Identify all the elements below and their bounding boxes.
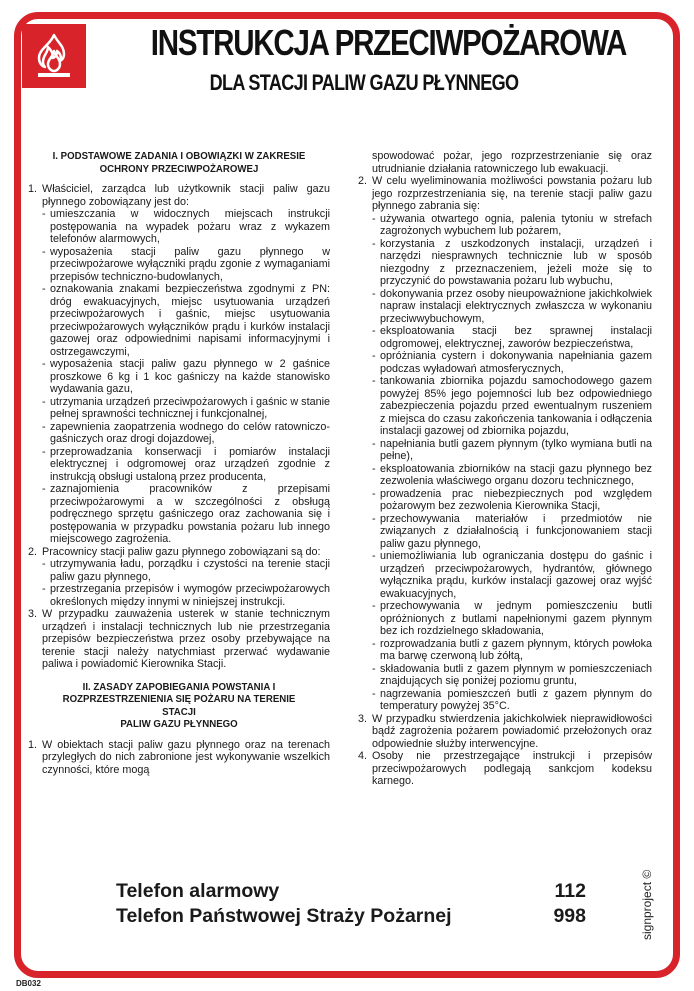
list-item: - eksploatowania zbiorników na stacji gazu płynnego bez zezwolenia właściwego organu dozoru technicznego,	[372, 462, 652, 487]
list-item: - umieszczania w widocznych miejscach instrukcji postępowania na wypadek pożaru wraz z wykazem telefonów alarmowych,	[42, 208, 330, 245]
list-item: - oznakowania znakami bezpieczeństwa zgodnymi z PN: dróg ewakuacyjnych, miejsc usytuowania urządzeń przeciwpożarowych i gaśnic, miejsc usytuowania przeciwpożarowych wyłączników prądu i kurków instalacji gazowej oraz odpowiednimi napisami informacyjnymi i ostrzegawczymi,	[42, 283, 330, 358]
s2-point-1: 1. W obiektach stacji paliw gazu płynnego oraz na terenach przyległych do nich zabronione jest wykonywanie wszelkich czynności, które mogą	[28, 738, 330, 776]
list-item: - przeprowadzania konserwacji i pomiarów instalacji elektrycznej i odgromowej oraz urządzeń zgodnie z instrukcją obsługi ustaloną przez producenta,	[42, 445, 330, 483]
s1-point-3: 3. W przypadku zauważenia usterek w stanie technicznym urządzeń i instalacji technicznych lub nie przestrzegania przepisów bezpieczeństwa przez osoby przebywające na terenie stacji należy natychmiast przerwać wydawanie paliwa i powiadomić Kierownika Stacji.	[28, 608, 330, 670]
list-item: - korzystania z uszkodzonych instalacji, urządzeń i narzędzi niesprawnych technicznie lub w sposób niezgodny z przeznaczeniem, jeżeli może się to przyczynić do powstawania pożaru lub wybuchu,	[372, 237, 652, 287]
s1-point-1: 1. Właściciel, zarządca lub użytkownik stacji paliw gazu płynnego zobowiązany jest do:	[28, 183, 330, 208]
list-item: - wyposażenia stacji paliw gazu płynnego w 2 gaśnice proszkowe 6 kg i 1 koc gaśniczy na każde stanowisko wydawania gazu,	[42, 358, 330, 395]
section-1-heading: I. PODSTAWOWE ZADANIA I OBOWIĄZKI W ZAKRESIE OCHRONY PRZECIWPOŻAROWEJ	[52, 150, 306, 175]
s2-point-4: 4. Osoby nie przestrzegające instrukcji i przepisów przeciwpożarowych podlegają sankcjom kodeksu karnego.	[358, 750, 652, 787]
s2-point-1-continuation: spowodować pożar, jego rozprzestrzenianie się oraz utrudnianie działania ratowniczego lub ewakuacji.	[372, 150, 652, 175]
list-item: - nagrzewania pomieszczeń butli z gazem płynnym do temperatury powyżej 35°C.	[372, 687, 652, 712]
list-item: - wyposażenia stacji paliw gazu płynnego w przeciwpożarowe wyłączniki prądu zgonie z wymaganiami przepisów techniczno-budowlanych,	[42, 245, 330, 283]
s2-point-2: 2. W celu wyeliminowania możliwości powstania pożaru lub jego rozprzestrzeniania się, na terenie stacji paliw gazu płynnego zabrania się:	[358, 175, 652, 212]
phone-label: Telefon alarmowy	[116, 880, 280, 902]
brand-mark: signproject ©	[640, 869, 654, 940]
list-item: - dokonywania przez osoby nieupoważnione jakichkolwiek napraw instalacji elektrycznych zwłaszcza w wykonaniu przeciwwybuchowym,	[372, 287, 652, 325]
list-item: - utrzymania urządzeń przeciwpożarowych i gaśnic w stanie pełnej sprawności technicznej i funkcjonalnej,	[42, 395, 330, 420]
list-item: - prowadzenia prac niebezpiecznych pod względem pożarowym bez zezwolenia Kierownika Stacji,	[372, 487, 652, 512]
emergency-phones	[116, 879, 586, 929]
list-item: - składowania butli z gazem płynnym w pomieszczeniach znajdujących się poniżej poziomu gruntu,	[372, 662, 652, 687]
phone-row-fire-brigade	[116, 904, 586, 929]
list-item: - tankowania zbiornika pojazdu samochodowego gazem powyżej 85% jego pojemności lub bez odpowiedniego zabezpieczenia pojazdu przed ewentualnym ruszeniem z miejsca do czasu zakończenia tankowania i odłączenia instalacji gazowej od zbiornika pojazdu,	[372, 375, 652, 437]
list-item: - zaznajomienia pracowników z przepisami przeciwpożarowymi a w szczególności z obsługą podręcznego sprzętu gaśniczego oraz zachowania się i postępowania w przypadku powstania pożaru lub innego miejscowego zagrożenia.	[42, 483, 330, 545]
flame-icon	[22, 24, 86, 88]
list-item: - przechowywania materiałów i przedmiotów nie związanych z działalnością i funkcjonowaniem stacji paliw gazu płynnego,	[372, 512, 652, 550]
list-item: - przestrzegania przepisów i wymogów przeciwpożarowych określonych między innymi w niniejszej instrukcji.	[42, 583, 330, 608]
section-2-heading: II. ZASADY ZAPOBIEGANIA POWSTANIA I ROZPRZESTRZENIENIA SIĘ POŻARU NA TERENIE STACJI PALIW GAZU PŁYNNEGO	[62, 680, 296, 730]
list-item: - przechowywania w jednym pomieszczeniu butli opróżnionych z butlami napełnionymi gazem płynnym bez ich rozdzielnego składowania,	[372, 600, 652, 637]
right-column	[358, 150, 652, 788]
list-item: - opróżniania cystern i dokonywania napełniania gazem podczas wyładowań atmosferycznych,	[372, 350, 652, 375]
list-item: - używania otwartego ognia, palenia tytoniu w strefach zagrożonych wybuchem lub pożarem,	[372, 212, 652, 237]
list-item: - zapewnienia zaopatrzenia wodnego do celów ratowniczo-gaśniczych oraz drogi dojazdowej,	[42, 420, 330, 445]
list-item: - napełniania butli gazem płynnym (tylko wymiana butli na pełne),	[372, 437, 652, 462]
phone-number: 998	[553, 905, 586, 927]
list-item: - uniemożliwiania lub ograniczania dostępu do gaśnic i urządzeń przeciwpożarowych, hydrantów, głównego wyłącznika prądu, kurków instalacji gazowej oraz wyjść ewakuacyjnych,	[372, 550, 652, 600]
phone-label: Telefon Państwowej Straży Pożarnej	[116, 905, 452, 927]
flame-icon-svg	[29, 31, 79, 81]
s2-point-3: 3. W przypadku stwierdzenia jakichkolwiek nieprawidłowości bądź zagrożenia pożarem powiadomić przełożonych oraz odpowiednie służby interwencyjne.	[358, 712, 652, 750]
list-item: - eksploatowania stacji bez sprawnej instalacji odgromowej, elektrycznej, zaworów bezpieczeństwa,	[372, 325, 652, 350]
product-code: DB032	[16, 979, 41, 988]
list-item: - utrzymywania ładu, porządku i czystości na terenie stacji paliw gazu płynnego,	[42, 558, 330, 583]
page-title: INSTRUKCJA PRZECIWPOŻAROWA	[150, 22, 627, 63]
left-column	[28, 150, 330, 776]
phone-number: 112	[554, 880, 586, 902]
s1-point-2: 2. Pracownicy stacji paliw gazu płynnego zobowiązani są do:	[28, 545, 321, 558]
phone-row-alarm	[116, 879, 586, 904]
list-item: - rozprowadzania butli z gazem płynnym, których powłoka ma barwę czerwoną lub żółtą,	[372, 637, 652, 662]
page-subtitle: DLA STACJI PALIW GAZU PŁYNNEGO	[209, 70, 519, 95]
